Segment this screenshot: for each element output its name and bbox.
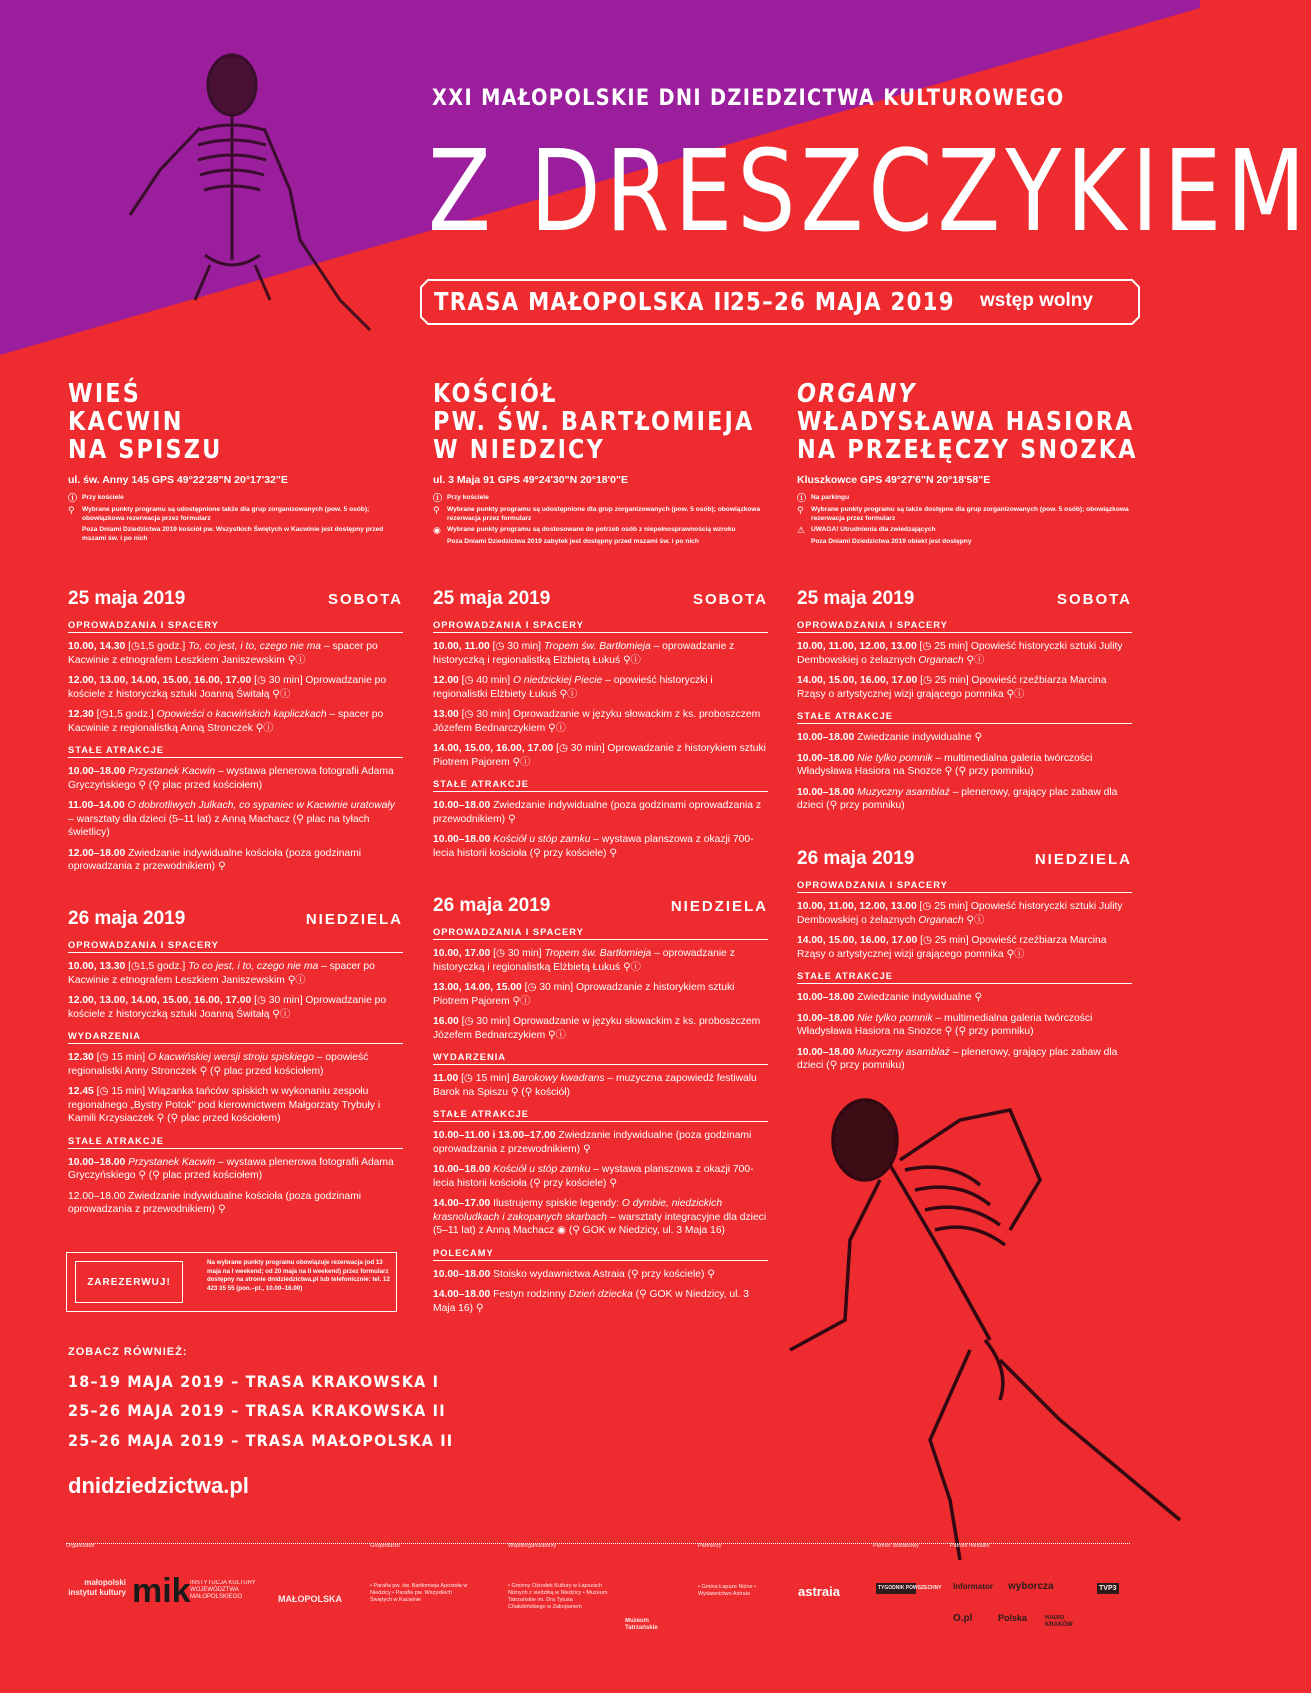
note-text: UWAGA! Utrudnienia dla zwiedzających	[811, 526, 936, 533]
day-weekday: SOBOTA	[1056, 591, 1132, 608]
event-item: 14.00–17.00 Ilustrujemy spiskie legendy: O dymbie, niedzickich krasnoludkach i zakopanych skarbach – warsztaty integracyjne dla dzieci (5–11 lat) z Anną Machacz ◉ (⚲ GOK w Niedzicy, ul. 3 Maja 16)	[433, 1198, 767, 1236]
entry-free: wstęp wolny	[980, 290, 1093, 311]
day-date: 26 maja 2019	[433, 895, 551, 916]
route-banner	[420, 279, 1140, 325]
event-item: 10.00, 17.00 [◷ 30 min] Tropem św. Bartłomieja – oprowadzanie z historyczką i regionalistką Elżbietą Łukuś ⚲ⓘ	[433, 948, 735, 973]
footer-label: Partner dodatkowy	[873, 1543, 919, 1549]
section-header: STAŁE ATRAKCJE	[68, 1136, 403, 1149]
venue-name-line: WŁADYSŁAWA HASIORA	[797, 407, 1135, 437]
section-header: POLECAMY	[433, 1248, 768, 1261]
event-item: 10.00–11.00 i 13.00–17.00 Zwiedzanie indywidualne (poza godzinami oprowadzania z przewodnikiem) ⚲	[433, 1130, 752, 1155]
day-weekday: NIEDZIELA	[670, 898, 768, 915]
partners-list: • Gmina Łapsze Niżne • Wydawnictwo Astraia	[698, 1584, 756, 1597]
venue-name-line: NA SPISZU	[68, 435, 223, 465]
note-text: Na parkingu	[811, 494, 850, 501]
mik-logo-text: małopolski instytut kultury	[68, 1578, 126, 1597]
reserve-button[interactable]: ZAREZERWUJ!	[75, 1261, 183, 1303]
section-header: STAŁE ATRAKCJE	[797, 971, 1132, 984]
note-text: Przy kościele	[447, 494, 489, 501]
event-item: 12.00, 13.00, 14.00, 15.00, 16.00, 17.00 [◷ 30 min] Oprowadzanie po kościele z historyczką sztuki Joanną Świtałą ⚲ⓘ	[68, 675, 387, 700]
malopolska-logo: MAŁOPOLSKA	[278, 1594, 342, 1604]
niedzica-sunday	[433, 895, 768, 1315]
event-item: 10.00–18.00 Muzyczny asamblaż – plenerowy, grający plac zabaw dla dzieci (⚲ przy pomniku)	[797, 786, 1118, 811]
venue-name-line: NA PRZEŁĘCZY SNOZKA	[797, 435, 1138, 465]
venue-kacwin	[68, 380, 403, 546]
footer-label: Współorganizatorzy	[508, 1543, 557, 1549]
event-item: 10.00–18.00 Przystanek Kacwin – wystawa plenerowa fotografii Adama Gryczyńskiego ⚲ (⚲ plac przed kościołem)	[68, 766, 394, 791]
mik-logo: mik	[132, 1572, 191, 1610]
section-header: OPROWADZANIA I SPACERY	[797, 880, 1132, 893]
see-also-route[interactable]: 25–26 MAJA 2019 – TRASA KRAKOWSKA II	[68, 1401, 446, 1420]
venue-niedzica	[433, 380, 768, 550]
snozka-saturday	[797, 588, 1132, 813]
event-item: 13.00, 14.00, 15.00 [◷ 30 min] Oprowadzanie z historykiem sztuki Piotrem Pajorem ⚲ⓘ	[433, 982, 735, 1007]
day-weekday: NIEDZIELA	[305, 911, 403, 928]
note-text: Wybrane punkty programu są dostosowane do potrzeb osób z niepełnosprawnością wzroku	[447, 526, 736, 533]
note-text: Poza Dniami Dziedzictwa 2019 obiekt jest dostępny	[811, 538, 972, 545]
event-item: 10.00, 11.00, 12.00, 13.00 [◷ 25 min] Opowieść historyczki sztuki Julity Dembowskiej o żelaznych Organach ⚲ⓘ	[797, 901, 1123, 926]
section-header: WYDARZENIA	[433, 1052, 768, 1065]
event-item: 10.00–18.00 Zwiedzanie indywidualne (poza godzinami oprowadzania z przewodnikiem) ⚲	[433, 800, 762, 825]
website-link[interactable]: dnidziedzictwa.pl	[68, 1473, 249, 1498]
section-header: STAŁE ATRAKCJE	[797, 711, 1132, 724]
footer-label: Patroni medialni	[950, 1543, 990, 1549]
event-item: 12.00–18.00 Zwiedzanie indywidualne kościoła (poza godzinami oprowadzania z przewodnikiem) ⚲	[68, 847, 362, 872]
event-item: 13.00 [◷ 30 min] Oprowadzanie w języku słowackim z ks. proboszczem Józefem Bednarczykiem ⚲ⓘ	[433, 709, 761, 734]
route-name: TRASA MAŁOPOLSKA II	[434, 287, 732, 316]
hosts-list: • Parafia pw. św. Bartłomieja Apostoła w Niedzicy • Parafia pw. Wszystkich Świętych w Kacwinie	[370, 1583, 468, 1603]
event-item: 10.00–18.00 Nie tylko pomnik – multimedialna galeria twórczości Władysława Hasiora na Snozce ⚲ (⚲ przy pomniku)	[797, 1012, 1093, 1037]
event-item: 14.00, 15.00, 16.00, 17.00 [◷ 25 min] Opowieść rzeźbiarza Marcina Rząsy o artystycznej wizji grającego pomnika ⚲ⓘ	[797, 935, 1107, 960]
event-item: 10.00–18.00 Zwiedzanie indywidualne ⚲	[797, 732, 983, 743]
event-item: 10.00–18.00 Przystanek Kacwin – wystawa plenerowa fotografii Adama Gryczyńskiego ⚲ (⚲ plac przed kościołem)	[68, 1156, 394, 1181]
kacwin-sunday	[68, 908, 403, 1217]
route-dates: 25–26 MAJA 2019	[730, 287, 955, 316]
note-text: Wybrane punkty programu są udostępnione także dla grup zorganizowanych (pow. 5 osób); obowiązkowa rezerwacja przez formularz	[82, 506, 370, 522]
radio-krakow-logo: RADIO KRAKÓW	[1045, 1615, 1073, 1628]
event-item: 11.00–14.00 O dobrotliwych Julkach, co sypaniec w Kacwinie uratowały – warsztaty dla dzieci (5–11 lat) z Anną Machacz (⚲ plac na tyłach świetlicy)	[68, 800, 395, 838]
wyborcza-logo: wyborcza	[1008, 1581, 1054, 1592]
footer-label: Organizator	[66, 1543, 95, 1549]
day-weekday: SOBOTA	[327, 591, 403, 608]
event-item: 10.00–18.00 Zwiedzanie indywidualne ⚲	[797, 992, 983, 1003]
event-item: 10.00, 11.00, 12.00, 13.00 [◷ 25 min] Opowieść historyczki sztuki Julity Dembowskiej o żelaznych Organach ⚲ⓘ	[797, 641, 1123, 666]
reservation-box	[66, 1252, 397, 1312]
day-date: 25 maja 2019	[68, 588, 186, 609]
snozka-sunday	[797, 848, 1132, 1073]
info-icon: ⓘ	[68, 493, 78, 503]
mik-description: INSTYTUCJA KULTURY WOJEWÓDZTWA MAŁOPOLSKIEGO	[190, 1580, 256, 1600]
event-item: 10.00–18.00 Kościół u stóp zamku – wystawa planszowa z okazji 700-lecia historii kościoła (⚲ przy kościele) ⚲	[433, 1164, 754, 1189]
event-item: 12.00, 13.00, 14.00, 15.00, 16.00, 17.00 [◷ 30 min] Oprowadzanie po kościele z historyczką sztuki Joanną Świtałą ⚲ⓘ	[68, 995, 387, 1020]
day-date: 26 maja 2019	[797, 848, 915, 869]
venue-name-line: KOŚCIÓŁ	[433, 379, 558, 409]
kacwin-saturday	[68, 588, 403, 874]
venue-name-line: W NIEDZICY	[433, 435, 605, 465]
venue-address: Kluszkowce GPS 49°27'6"N 20°18'58"E	[797, 474, 991, 486]
event-item: 11.00 [◷ 15 min] Barokowy kwadrans – muzyczna zapowiedź festiwalu Barok na Spiszu ⚲ (⚲ kościół)	[433, 1073, 757, 1098]
venue-address: ul. św. Anny 145 GPS 49°22'28"N 20°17'32"E	[68, 474, 288, 486]
note-text: Przy kościele	[82, 494, 124, 501]
eye-icon: ◉	[433, 525, 441, 535]
see-also-label: ZOBACZ RÓWNIEŻ:	[68, 1346, 188, 1358]
day-weekday: SOBOTA	[692, 591, 768, 608]
astraia-logo: astraia	[798, 1584, 840, 1599]
supertitle: XXI MAŁOPOLSKIE DNI DZIEDZICTWA KULTUROWEGO	[432, 86, 1065, 111]
note-text: Wybrane punkty programu są udostępnione dla grup zorganizowanych (pow. 5 osób); obowiązkowa rezerwacja przez formularz	[447, 506, 761, 522]
event-item: 16.00 [◷ 30 min] Oprowadzanie w języku słowackim z ks. proboszczem Józefem Bednarczykiem ⚲ⓘ	[433, 1016, 761, 1041]
see-also-route[interactable]: 18–19 MAJA 2019 – TRASA KRAKOWSKA I	[68, 1372, 440, 1391]
poster-title: Z DRESZCZYKIEM	[428, 127, 1311, 257]
event-item: 12.00 [◷ 40 min] O niedzickiej Piecie – opowieść historyczki i regionalistki Elżbiety Łukuś ⚲ⓘ	[433, 675, 713, 700]
venue-address: ul. 3 Maja 91 GPS 49°24'30"N 20°18'0"E	[433, 474, 628, 486]
day-weekday: NIEDZIELA	[1034, 851, 1132, 868]
section-header: STAŁE ATRAKCJE	[433, 1109, 768, 1122]
muzeum-logo: Muzeum Tatrzańskie	[625, 1618, 658, 1631]
note-text: Wybrane punkty programu są także dostępne dla grup zorganizowanych (pow. 5 osób); obowiązkowa rezerwacja przez formularz	[811, 506, 1129, 522]
day-date: 25 maja 2019	[433, 588, 551, 609]
warning-icon: ⚠	[797, 525, 806, 535]
info-icon: ⓘ	[797, 493, 807, 503]
venue-name-line: KACWIN	[68, 407, 184, 437]
day-date: 26 maja 2019	[68, 908, 186, 929]
opl-logo: O.pl	[953, 1613, 973, 1624]
event-item: 10.00–18.00 Muzyczny asamblaż – plenerowy, grający plac zabaw dla dzieci (⚲ przy pomniku)	[797, 1046, 1118, 1071]
event-item: 12.30 [◷1,5 godz.] Opowieści o kacwińskich kapliczkach – spacer po Kacwinie z regionalistką Anną Stronczek ⚲ⓘ	[68, 709, 384, 734]
tvp-logo: TVP3	[1099, 1585, 1117, 1592]
event-item: 12.45 [◷ 15 min] Wiązanka tańców spiskich w wykonaniu zespołu regionalnego „Bystry Potok" pod kierownictwem Małgorzaty Trybuły i Kamili Krzysiaczek ⚲ (⚲ plac przed kościołem)	[68, 1086, 381, 1124]
section-header: STAŁE ATRAKCJE	[68, 745, 403, 758]
info-icon: ⓘ	[433, 493, 443, 503]
day-date: 25 maja 2019	[797, 588, 915, 609]
group-icon: ⚲	[797, 505, 804, 515]
coorganizers-list: • Gminny Ośrodek Kultury w Łapszach Niżnych z siedzibą w Niedzicy • Muzeum Tatrzańskie im. Dra Tytusa Chałubińskiego w Zakopanem	[508, 1583, 608, 1610]
section-header: OPROWADZANIA I SPACERY	[433, 620, 768, 633]
section-header: OPROWADZANIA I SPACERY	[797, 620, 1132, 633]
niedzica-saturday	[433, 588, 768, 860]
venue-snozka	[797, 379, 1138, 550]
section-header: OPROWADZANIA I SPACERY	[68, 940, 403, 953]
section-header: STAŁE ATRAKCJE	[433, 779, 768, 792]
footer-label: Partnerzy	[698, 1543, 722, 1549]
section-header: OPROWADZANIA I SPACERY	[68, 620, 403, 633]
polska-logo: Polska	[998, 1613, 1028, 1623]
footer-label: Gospodarze	[370, 1543, 400, 1549]
venue-name-line: WIEŚ	[68, 379, 141, 409]
informator-logo: Informator	[953, 1582, 993, 1591]
note-text: Poza Dniami Dziedzictwa 2019 zabytek jest dostępny przed mszami św. i po nich	[447, 538, 699, 545]
venue-name-italic: ORGANY	[797, 379, 917, 409]
event-item: 14.00, 15.00, 16.00, 17.00 [◷ 25 min] Opowieść rzeźbiarza Marcina Rząsy o artystycznej wizji grającego pomnika ⚲ⓘ	[797, 675, 1107, 700]
event-item: 14.00–18.00 Festyn rodzinny Dzień dziecka (⚲ GOK w Niedzicy, ul. 3 Maja 16) ⚲	[433, 1289, 749, 1314]
see-also-route[interactable]: 25–26 MAJA 2019 – TRASA MAŁOPOLSKA II	[68, 1431, 454, 1450]
event-item: 14.00, 15.00, 16.00, 17.00 [◷ 30 min] Oprowadzanie z historykiem sztuki Piotrem Pajorem ⚲ⓘ	[433, 743, 766, 768]
event-item: 10.00, 14.30 [◷1,5 godz.] To, co jest, i to, czego nie ma – spacer po Kacwinie z etnografem Leszkiem Janiszewskim ⚲ⓘ	[68, 641, 378, 666]
note-text: Poza Dniami Dziedzictwa 2019 kościół pw. Wszystkich Świętych w Kacwinie jest dostępny przed mszami św. i po nich	[82, 526, 384, 542]
group-icon: ⚲	[68, 505, 75, 515]
section-header: OPROWADZANIA I SPACERY	[433, 927, 768, 940]
event-item: 12.30 [◷ 15 min] O kacwińskiej wersji stroju spiskiego – opowieść regionalistki Anny Stronczek ⚲ (⚲ plac przed kościołem)	[68, 1052, 369, 1077]
tygodnik-logo: TYGODNIK POWSZECHNY	[876, 1583, 916, 1594]
event-item: 10.00, 13.30 [◷1,5 godz.] To co jest, i to, czego nie ma – spacer po Kacwinie z etnografem Leszkiem Janiszewskim ⚲ⓘ	[68, 961, 375, 986]
group-icon: ⚲	[433, 505, 440, 515]
venue-name-line: PW. ŚW. BARTŁOMIEJA	[433, 407, 755, 437]
event-item: 10.00, 11.00 [◷ 30 min] Tropem św. Bartłomieja – oprowadzanie z historyczką i regionalistką Elżbietą Łukuś ⚲ⓘ	[433, 641, 735, 666]
event-item: 10.00–18.00 Kościół u stóp zamku – wystawa planszowa z okazji 700-lecia historii kościoła (⚲ przy kościele) ⚲	[433, 834, 754, 859]
section-header: WYDARZENIA	[68, 1031, 403, 1044]
event-item: 10.00–18.00 Stoisko wydawnictwa Astraia (⚲ przy kościele) ⚲	[433, 1268, 715, 1280]
reservation-text: Na wybrane punkty programu obowiązuje rezerwacja (od 13 maja na I weekend; od 20 maja na II weekend) przez formularz dostępny na stronie dnidziedzictwa.pl lub telefonicznie: tel. 12 423 35 55 (pon.–pt., 10.00–16.00)	[207, 1259, 390, 1292]
event-item: 10.00–18.00 Nie tylko pomnik – multimedialna galeria twórczości Władysława Hasiora na Snozce ⚲ (⚲ przy pomniku)	[797, 752, 1093, 777]
event-item: 12.00–18.00 Zwiedzanie indywidualne kościoła (poza godzinami oprowadzania z przewodnikiem) ⚲	[68, 1190, 362, 1215]
